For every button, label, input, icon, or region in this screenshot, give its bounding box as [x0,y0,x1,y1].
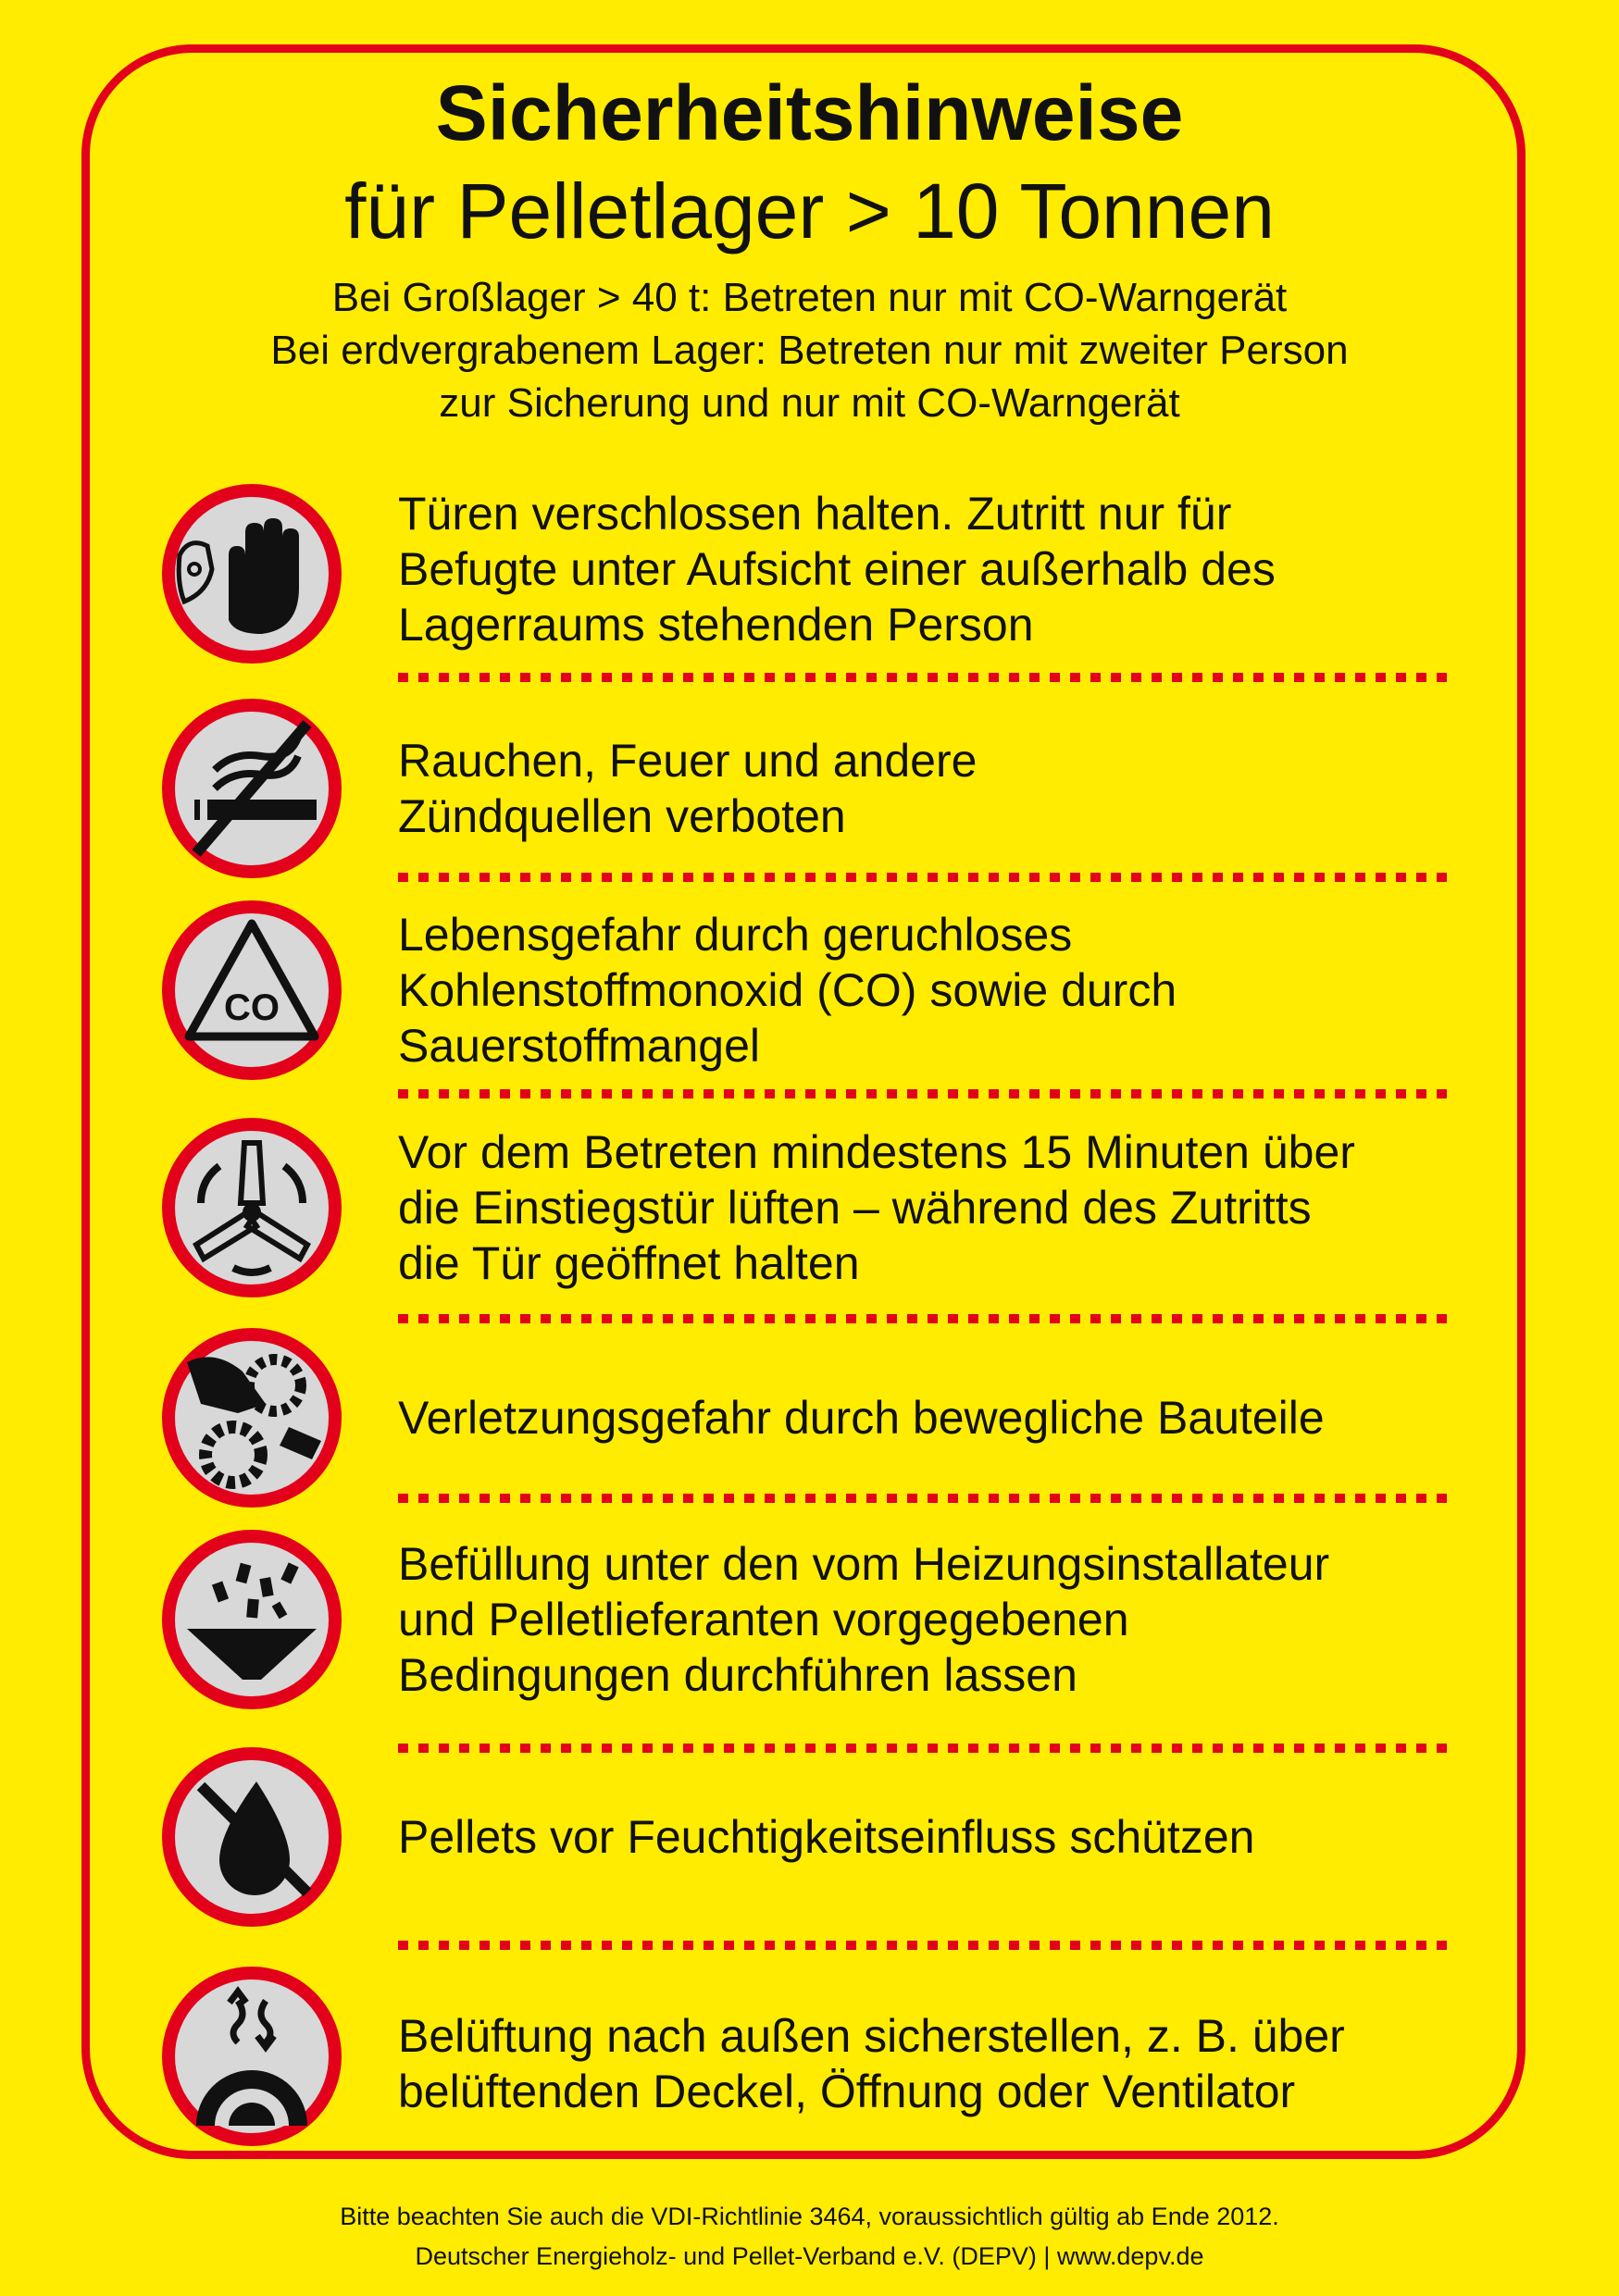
subtitle-line-2: Bei erdvergrabenem Lager: Betreten nur mit zweiter Person [270,328,1349,373]
item-7-text: Pellets vor Feuchtigkeitseinfluss schützen [398,1811,1255,1863]
item-divider [398,873,1450,882]
item-3-text: Lebensgefahr durch geruchloses Kohlenstoffmonoxid (CO) sowie durch Sauerstoffmangel [398,909,1177,1072]
item-5-text: Verletzungsgefahr durch bewegliche Bauteile [398,1392,1325,1444]
gears-hand-icon [159,1325,344,1510]
vent-cover-icon [159,1964,344,2149]
item-4-text: Vor dem Betreten mindestens 15 Minuten über die Einstiegstür lüften – während des Zutritts die Tür geöffnet halten [398,1126,1355,1289]
item-6-text: Befüllung unter den vom Heizungsinstallateur und Pelletlieferanten vorgegebenen Bedingungen durchführen lassen [398,1538,1330,1701]
item-divider [398,1089,1450,1098]
title-line-1: Sicherheitshinweise [435,69,1184,156]
co-warning-icon [159,898,344,1083]
co-label: CO [224,987,280,1028]
item-2-text: Rauchen, Feuer und andere Zündquellen verboten [398,735,978,842]
item-divider [398,1941,1450,1950]
item-divider [398,1314,1450,1323]
ventilation-fan-icon [159,1115,344,1300]
subtitle-line-3: zur Sicherung und nur mit CO-Warngerät [439,380,1180,426]
item-8-text: Belüftung nach außen sicherstellen, z. B. über belüftenden Deckel, Öffnung oder Ventilator [398,2010,1345,2117]
item-1-text: Türen verschlossen halten. Zutritt nur für Befugte unter Aufsicht einer außerhalb des Lagerraums stehenden Person [398,488,1276,651]
no-smoking-icon [159,696,344,881]
item-divider [398,673,1450,682]
title-line-2: für Pelletlager > 10 Tonnen [344,168,1275,254]
filling-funnel-icon [159,1527,344,1712]
item-divider [398,1494,1450,1503]
footer-line-2: Deutscher Energieholz- und Pellet-Verband e.V. (DEPV) | www.depv.de [415,2242,1204,2270]
stop-hand-icon [159,481,344,666]
footer-line-1: Bitte beachten Sie auch die VDI-Richtlinie 3464, voraussichtlich gültig ab Ende 2012. [340,2203,1279,2230]
subtitle-line-1: Bei Großlager > 40 t: Betreten nur mit CO-Warngerät [331,275,1288,320]
no-moisture-icon [159,1744,344,1930]
